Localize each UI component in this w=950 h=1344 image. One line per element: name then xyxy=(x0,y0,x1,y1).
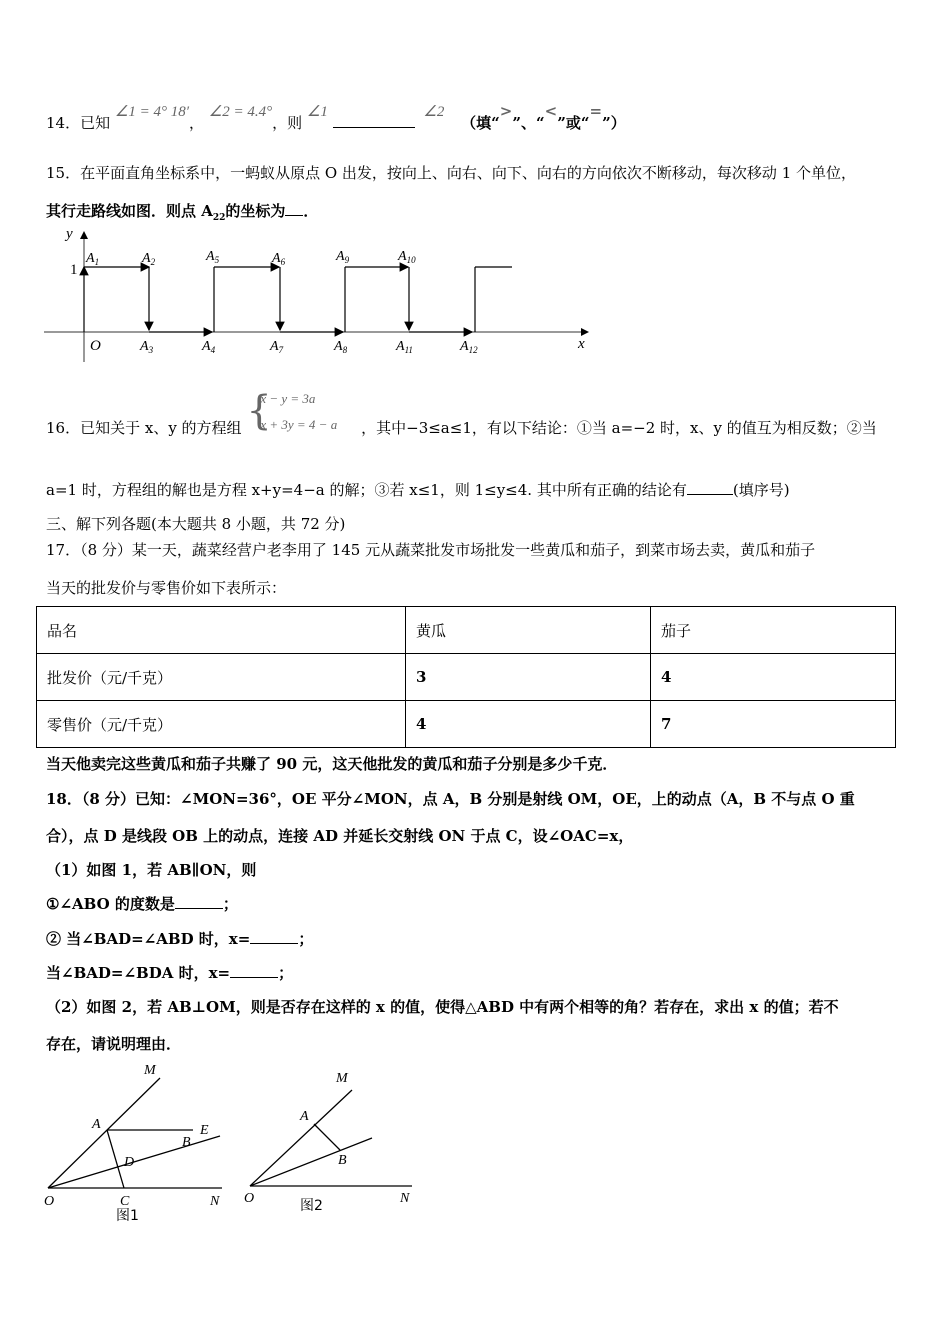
origin-label: O xyxy=(90,338,101,354)
svg-text:A1: $A_1$ xyxy=(86,251,100,267)
q18-line3: （1）如图 1，若 AB∥ON，则 xyxy=(46,861,257,879)
top-labels xyxy=(85,249,416,267)
q14-fill-hint: （填“>”、“<”或“=”） xyxy=(461,102,626,132)
one-label: 1 xyxy=(70,262,78,278)
svg-text:M: M xyxy=(144,1063,156,1078)
svg-text:B: B xyxy=(338,1153,347,1168)
table-row xyxy=(37,654,896,701)
q18-line2: 合），点 D 是线段 OB 上的动点，连接 AD 并延长交射线 ON 于点 C，设∠OAC=x， xyxy=(46,827,634,845)
svg-text:O: O xyxy=(244,1191,255,1206)
svg-text:D: D xyxy=(124,1155,135,1170)
svg-text:A6: $A_6$ xyxy=(272,251,286,267)
q14-number: 14．已知 xyxy=(46,114,111,132)
q15-path-graph xyxy=(40,222,600,362)
q18-figure-2 xyxy=(240,1066,420,1221)
svg-text:A2: $A_2$ xyxy=(142,251,156,267)
svg-text:B: B xyxy=(182,1135,191,1150)
svg-text:A11: $A_{11}$ xyxy=(396,339,413,355)
q16-system: { x − y = 3a x + 3y = 4 − a xyxy=(246,388,338,434)
table-cell: 零售价（元/千克） xyxy=(37,701,406,748)
svg-text:A9: $A_9$ xyxy=(336,249,350,265)
q14-a2: ∠2 xyxy=(423,104,445,120)
q16-line2: a=1 时，方程组的解也是方程 x+y=4−a 的解；③若 x≤1，则 1≤y≤4. 其中所有正确的结论有 (填序号) xyxy=(46,481,790,499)
svg-text:A7: $A_7$ xyxy=(270,339,284,355)
q17-after: 当天他卖完这些黄瓜和茄子共赚了 90 元，这天他批发的黄瓜和茄子分别是多少千克． xyxy=(46,755,618,773)
table-cell: 4 xyxy=(406,701,651,748)
table-cell: 7 xyxy=(651,701,896,748)
q17-line2: 当天的批发价与零售价如下表所示： xyxy=(46,579,287,597)
svg-text:图2: 图2 xyxy=(300,1198,323,1214)
q18-line1: 18．（8 分）已知：∠MON=36°，OE 平分∠MON，点 A，B 分别是射线 OM，OE，上的动点（A，B 不与点 O 重 xyxy=(46,790,855,808)
svg-text:M: M xyxy=(336,1071,348,1086)
ant-path xyxy=(84,267,512,332)
svg-text:A3: $A_3$ xyxy=(140,339,154,355)
svg-text:A12: $A_{12}$ xyxy=(460,339,478,355)
table-cell: 3 xyxy=(406,654,651,701)
svg-text:A: A xyxy=(300,1109,309,1124)
svg-text:图1: 图1 xyxy=(116,1208,139,1224)
q17-line1: 17．（8 分）某一天，蔬菜经营户老李用了 145 元从蔬菜批发市场批发一些黄瓜和茄子，到菜市场去卖，黄瓜和茄子 xyxy=(46,541,816,559)
q14 xyxy=(46,102,626,133)
q18-line6: 当∠BAD=∠BDA 时，x= ； xyxy=(46,964,294,982)
svg-text:E: E xyxy=(200,1123,209,1138)
bottom-labels xyxy=(139,339,478,355)
svg-text:C: C xyxy=(120,1194,130,1209)
table-row xyxy=(37,607,896,654)
q14-answer-blank xyxy=(333,127,415,128)
table-row xyxy=(37,701,896,748)
x-label: x xyxy=(578,336,585,352)
svg-text:O: O xyxy=(44,1194,55,1209)
table-cell: 品名 xyxy=(37,607,406,654)
q18-line7: （2）如图 2，若 AB⊥OM，则是否存在这样的 x 的值，使得△ABD 中有两个相等的角？若存在，求出 x 的值；若不 xyxy=(46,998,839,1016)
svg-text:A: A xyxy=(92,1117,101,1132)
table-cell: 批发价（元/千克） xyxy=(37,654,406,701)
svg-text:A10: $A_{10}$ xyxy=(398,249,416,265)
svg-text:N: N xyxy=(210,1194,220,1209)
q15-line2: 其行走路线如图．则点 $A_{22}$的坐标为 ． xyxy=(46,202,319,223)
price-table xyxy=(36,606,896,748)
y-label: y xyxy=(66,226,73,242)
q14-a1: ∠1 xyxy=(306,104,328,120)
table-cell: 4 xyxy=(651,654,896,701)
q18-figure-1 xyxy=(40,1060,230,1225)
q18-line4: ①∠ABO 的度数是 ； xyxy=(46,895,238,913)
table-cell: 茄子 xyxy=(651,607,896,654)
q14-then: ，则 xyxy=(272,114,303,132)
q14-angle1: ∠1 = 4° 18′ xyxy=(114,104,189,120)
svg-text:N: N xyxy=(400,1191,410,1206)
svg-text:A5: $A_5$ xyxy=(206,249,220,265)
q15-line1: 15．在平面直角坐标系中，一蚂蚁从原点 O 出发，按向上、向右、向下、向右的方向依次不断移动，每次移动 1 个单位， xyxy=(46,164,857,182)
q14-comma: ， xyxy=(188,114,204,132)
q16-line1: 16．已知关于 x、y 的方程组 { x − y = 3a x + 3y = 4 − a ，其中−3≤a≤1，有以下结论：①当 a=−2 时，x、y 的值互为相反数；②当 xyxy=(46,388,877,437)
svg-text:A8: $A_8$ xyxy=(334,339,348,355)
table-cell: 黄瓜 xyxy=(406,607,651,654)
svg-text:A4: $A_4$ xyxy=(202,339,216,355)
q18-line5: ② 当∠BAD=∠ABD 时，x= ； xyxy=(46,930,314,948)
q14-angle2: ∠2 = 4.4° xyxy=(208,104,273,120)
section3-heading: 三、解下列各题(本大题共 8 小题，共 72 分) xyxy=(46,515,346,533)
q18-line8: 存在，请说明理由． xyxy=(46,1035,182,1053)
